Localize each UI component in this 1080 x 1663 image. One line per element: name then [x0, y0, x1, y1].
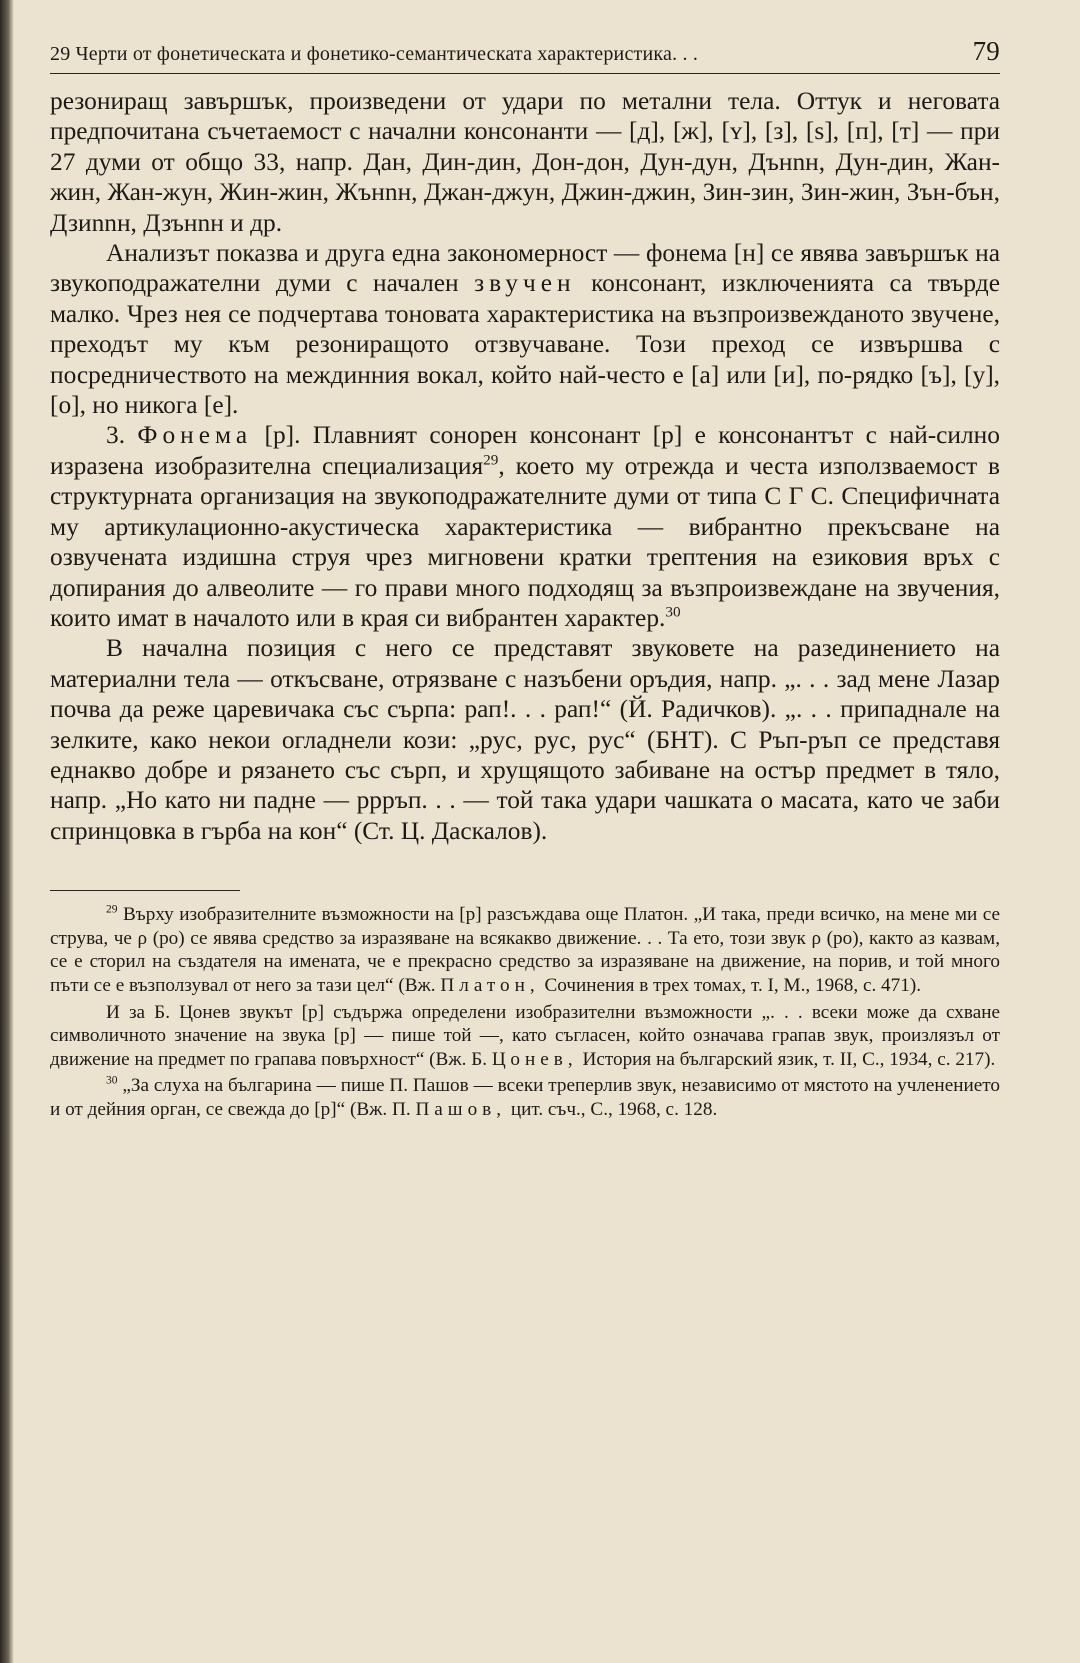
footnote-29 [50, 903, 1000, 997]
footnote-29-spaced-name: Платон, [440, 974, 540, 996]
paragraph-1: резониращ завършък, произведени от удари по метални тела. Оттук и неговата предпочитана съчетаемост с начални консонанти — [д], [ж], [ʏ], [з], [s], [п], [т] — при 27 думи от общо 33, напр. Дан, Дин-дин, Дон-дон, Дун-дун, Дънnн, Дун-дин, Жан-жин, Жан-жун, Жин-жин, Жънnн, Джан-джун, Джин-джин, Зин-зин, Зин-жин, Зън-бън, Дзиnnн, Дзънnн и др. [50, 87, 1000, 237]
footnotes [50, 903, 1000, 1121]
footnote-ref-29: 29 [483, 451, 499, 469]
paragraph-4: В начална позиция с него се представят звуковете на разединението на материални тела — откъсване, отрязване с назъбени оръдия, напр. „. . . зад мене Лазар почва да реже царевичака със сърпа: рап!. . . рап!“ (Й. Радичков). „. . . припаднале на зелките, како некои огладнели кози: „рус, рус, рус“ (БНТ). С Ръп-ръп се представя еднакво добре и рязането със сърп, и хрущящото забиване на остър предмет в тяло, напр. „Но като ни падне — ррръп. . . — той така удари чашката о масата, като че заби спринцовка в гърба на кон“ (Ст. Ц. Даскалов). [50, 634, 1000, 845]
footnote-30 [50, 1074, 1000, 1121]
footnote-30-text-b: цит. съч., С., 1968, с. 128. [510, 1098, 718, 1120]
footnote-30-spaced-name: Пашов, [415, 1098, 507, 1120]
footnote-29c-text-a: И за Б. Цонев звукът [р] съдържа определени изобразителни възможности „. . . всеки може да схване символичното значение на звука [р] — пише той —, като съгласен, който означава грапав звук, произлязъл от движение на предмет по грапава повърхност“ (Вж. Б. [50, 1001, 1000, 1070]
running-head [50, 36, 1000, 74]
book-page [50, 36, 1000, 1125]
paragraph-3-text-b: , което му отрежда и честа използваемост в структурната организация на звукоподражателните думи от типа С Г С. Специфичната му артикулационно-акустическа характеристика — вибрантно прекъсване на озвучената издишна струя чрез мигновени кратки трептения на езиковия връх с допирания до алвеолите — го прави много подходящ за възпроизвеждане на звучения, които имат в началото или в края си вибрантен характер. [50, 451, 1000, 632]
footnote-29-text-b: Сочинения в трех томах, т. I, М., 1968, с. 471). [544, 974, 922, 996]
paragraph-2 [50, 238, 1000, 420]
footnote-rule [50, 890, 240, 891]
paragraph-3-spaced-word: Фонема [137, 421, 253, 450]
running-head-title: 29 Черти от фонетическата и фонетико-семантическата характеристика. . . [50, 43, 699, 65]
paragraph-2-spaced-word: звучен [474, 269, 576, 298]
footnote-29c-spaced-name: Цонев, [491, 1048, 578, 1070]
footnote-30-text-a: „За слуха на българина — пише П. Пашов — всеки треперлив звук, независимо от мястото на учленението и от дейния орган, се свежда до [р]“ (Вж. П. [50, 1075, 1000, 1120]
footnote-29c-text-b: История на българский язик, т. II, С., 1934, с. 217). [582, 1048, 996, 1070]
footnote-ref-30: 30 [665, 603, 681, 621]
footnote-29-text-a: Върху изобразителните възможности на [р] разсъждава още Платон. „И така, преди всичко, на мене ми се струва, че ρ (ро) се явява средство за изразяване на всякакво движение. . . Та ето, този звук ρ (ро), както аз казвам, се е сторил на създателя на имената, че е прекрасно средство за изразяване на движение, на порив, и той много пъти се е възползувал от него за тази цел“ (Вж. [50, 904, 1001, 996]
paragraph-2-text-a: Анализът показва и друга една закономерност — фонема [н] се явява завършък на звукоподражателни думи с начален [50, 239, 1000, 298]
main-text [50, 86, 1000, 846]
paragraph-3 [50, 420, 1000, 633]
footnote-30-mark: 30 [106, 1074, 118, 1087]
paragraph-3-text-a: [р]. Плавният сонорен консонант [р] е консонантът с най-силно изразена изобразителна специализация [50, 421, 1000, 480]
footnote-29-mark: 29 [106, 903, 118, 916]
paragraph-3-number: 3. [106, 421, 126, 450]
paragraph-2-text-b: консонант, изключенията са твърде малко. Чрез нея се подчертава тоновата характеристика на възпроизвежданото звучене, преходът му към резониращото отзвучаване. Този преход се извършва с посредничеството на междинния вокал, който най-често е [а] или [и], по-рядко [ъ], [у], [о], но никога [е]. [50, 269, 1000, 420]
page-number: 79 [972, 36, 1000, 66]
footnote-29-continued [50, 1001, 1000, 1072]
book-spine-shadow [0, 0, 14, 1663]
